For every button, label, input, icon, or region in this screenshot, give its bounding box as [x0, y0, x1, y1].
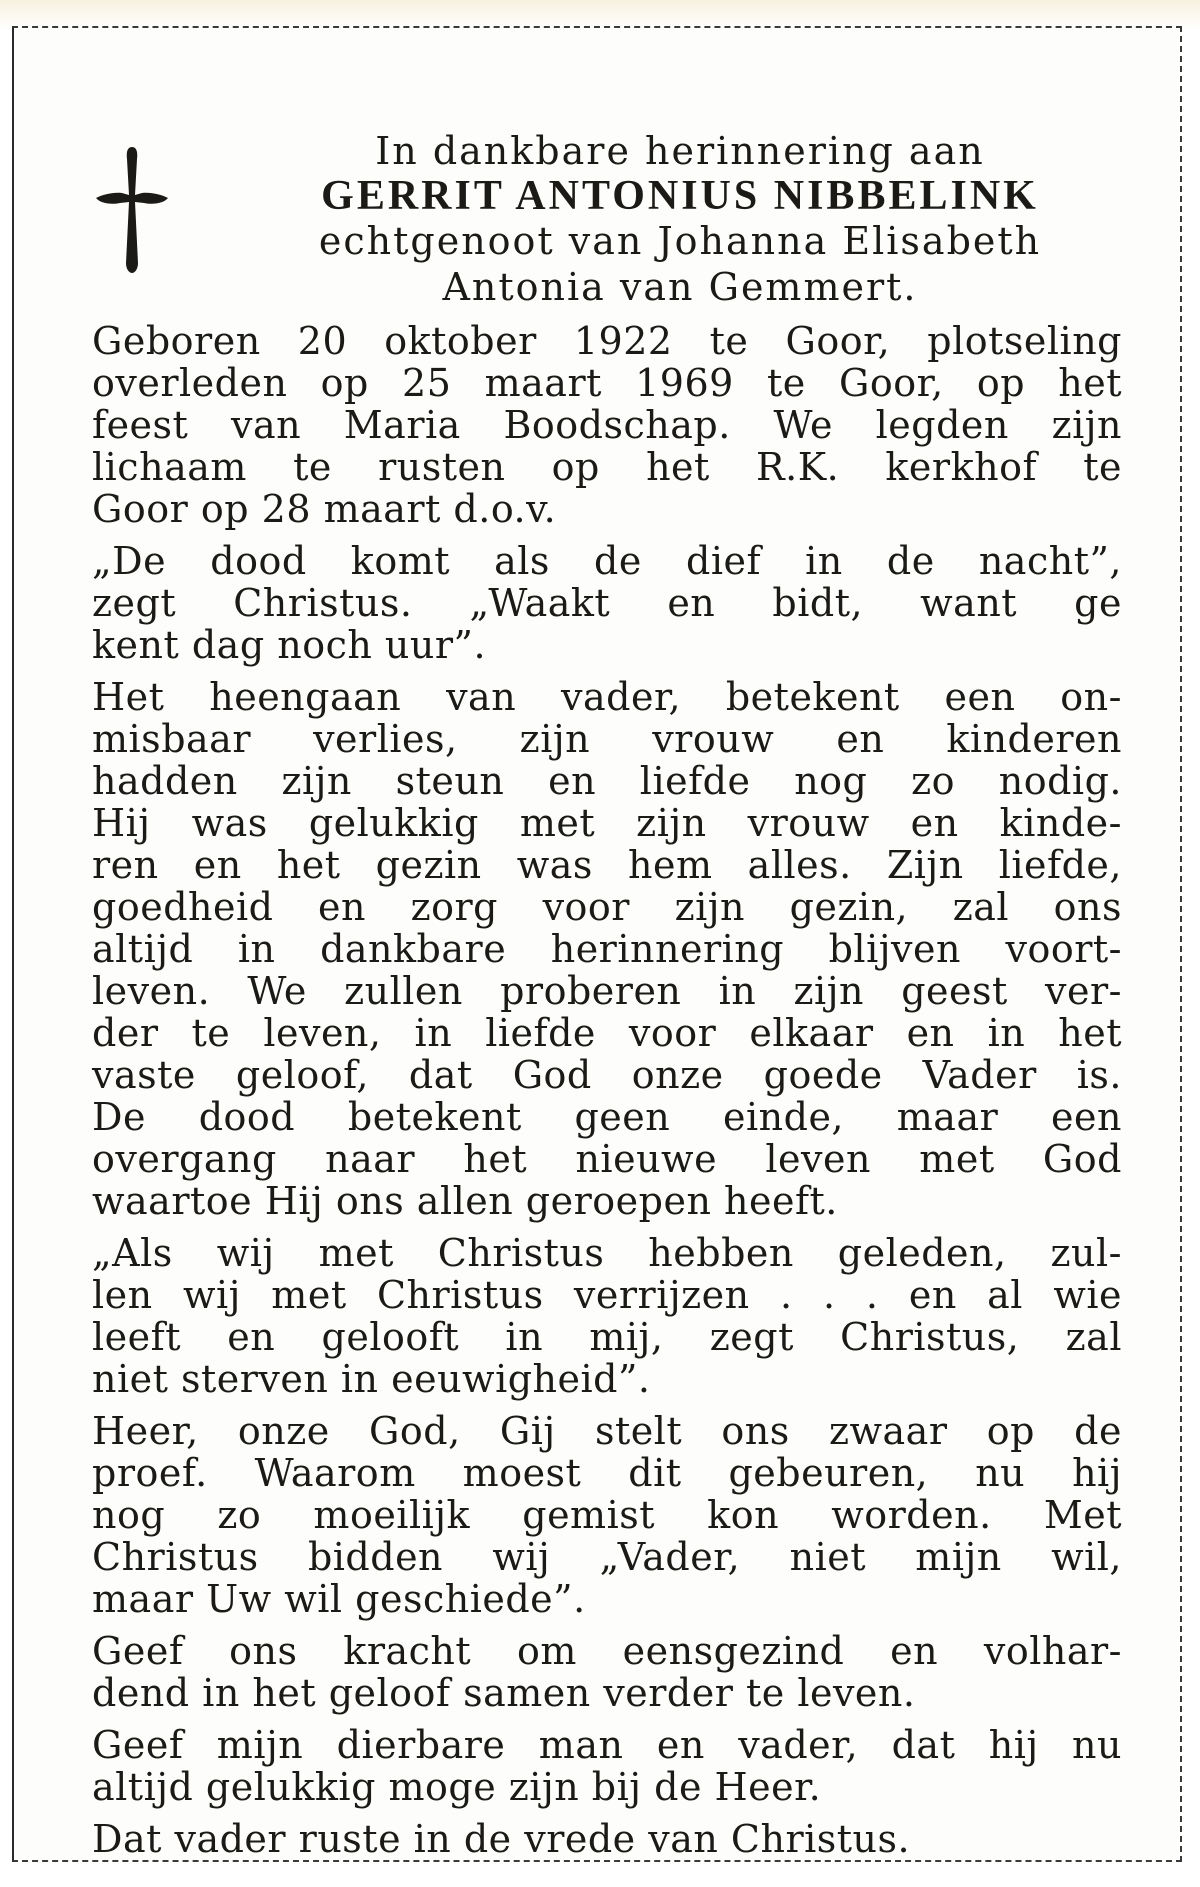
text-line: ren en het gezin was hem alles. Zijn liefde,: [92, 843, 1122, 887]
text-line: maar Uw wil geschiede”.: [92, 1577, 586, 1621]
text-line: Geef ons kracht om eensgezind en volhar-: [92, 1629, 1122, 1673]
paragraph: [92, 676, 1122, 1222]
text-line: „Als wij met Christus hebben geleden, zul-: [92, 1231, 1122, 1275]
text-line: lichaam te rusten op het R.K. kerkhof te: [92, 445, 1122, 489]
text-line: Christus bidden wij „Vader, niet mijn wil,: [92, 1535, 1122, 1579]
text-line: der te leven, in liefde voor elkaar en in het: [92, 1011, 1122, 1055]
text-line: goedheid en zorg voor zijn gezin, zal ons: [92, 885, 1122, 929]
paragraph: [92, 320, 1122, 530]
paragraph: [92, 540, 1122, 666]
text-line: Dat vader ruste in de vrede van Christus.: [92, 1817, 911, 1861]
paragraph: [92, 1630, 1122, 1714]
memorial-text: [92, 320, 1122, 1870]
text-line: De dood betekent geen einde, maar een: [92, 1095, 1122, 1139]
text-line: altijd gelukkig moge zijn bij de Heer.: [92, 1765, 822, 1809]
text-line: Goor op 28 maart d.o.v.: [92, 487, 557, 531]
paragraph: [92, 1410, 1122, 1620]
text-line: hadden zijn steun en liefde nog zo nodig.: [92, 759, 1122, 803]
text-line: „De dood komt als de dief in de nacht”,: [92, 539, 1122, 583]
text-line: Geboren 20 oktober 1922 te Goor, plotseling: [92, 319, 1122, 363]
text-line: vaste geloof, dat God onze goede Vader is.: [92, 1053, 1122, 1097]
deceased-name: GERRIT ANTONIUS NIBBELINK: [321, 173, 1039, 219]
paragraph: [92, 1818, 1122, 1860]
text-line: Geef mijn dierbare man en vader, dat hij nu: [92, 1723, 1122, 1767]
heading-intro: In dankbare herinnering aan: [375, 129, 985, 173]
heading-block: [230, 128, 1130, 310]
text-line: dend in het geloof samen verder te leven.: [92, 1671, 916, 1715]
text-line: Hij was gelukkig met zijn vrouw en kinde-: [92, 801, 1122, 845]
text-line: feest van Maria Boodschap. We legden zijn: [92, 403, 1122, 447]
text-line: leven. We zullen proberen in zijn geest ver-: [92, 969, 1122, 1013]
text-line: leeft en gelooft in mij, zegt Christus, zal: [92, 1315, 1122, 1359]
text-line: Het heengaan van vader, betekent een on-: [92, 675, 1122, 719]
text-line: zegt Christus. „Waakt en bidt, want ge: [92, 581, 1122, 625]
text-line: overleden op 25 maart 1969 te Goor, op het: [92, 361, 1122, 405]
paragraph: [92, 1232, 1122, 1400]
text-line: altijd in dankbare herinnering blijven voort-: [92, 927, 1122, 971]
spouse-name-line: Antonia van Gemmert.: [442, 265, 918, 309]
text-line: nog zo moeilijk gemist kon worden. Met: [92, 1493, 1122, 1537]
text-line: len wij met Christus verrijzen . . . en al wie: [92, 1273, 1122, 1317]
text-line: Heer, onze God, Gij stelt ons zwaar op de: [92, 1409, 1122, 1453]
paragraph: [92, 1724, 1122, 1808]
text-line: waartoe Hij ons allen geroepen heeft.: [92, 1179, 838, 1223]
cross-icon: [92, 145, 172, 275]
text-line: proef. Waarom moest dit gebeuren, nu hij: [92, 1451, 1122, 1495]
text-line: overgang naar het nieuwe leven met God: [92, 1137, 1122, 1181]
text-line: kent dag noch uur”.: [92, 623, 487, 667]
spouse-line: echtgenoot van Johanna Elisabeth: [318, 219, 1042, 263]
text-line: misbaar verlies, zijn vrouw en kinderen: [92, 717, 1122, 761]
text-line: niet sterven in eeuwigheid”.: [92, 1357, 651, 1401]
